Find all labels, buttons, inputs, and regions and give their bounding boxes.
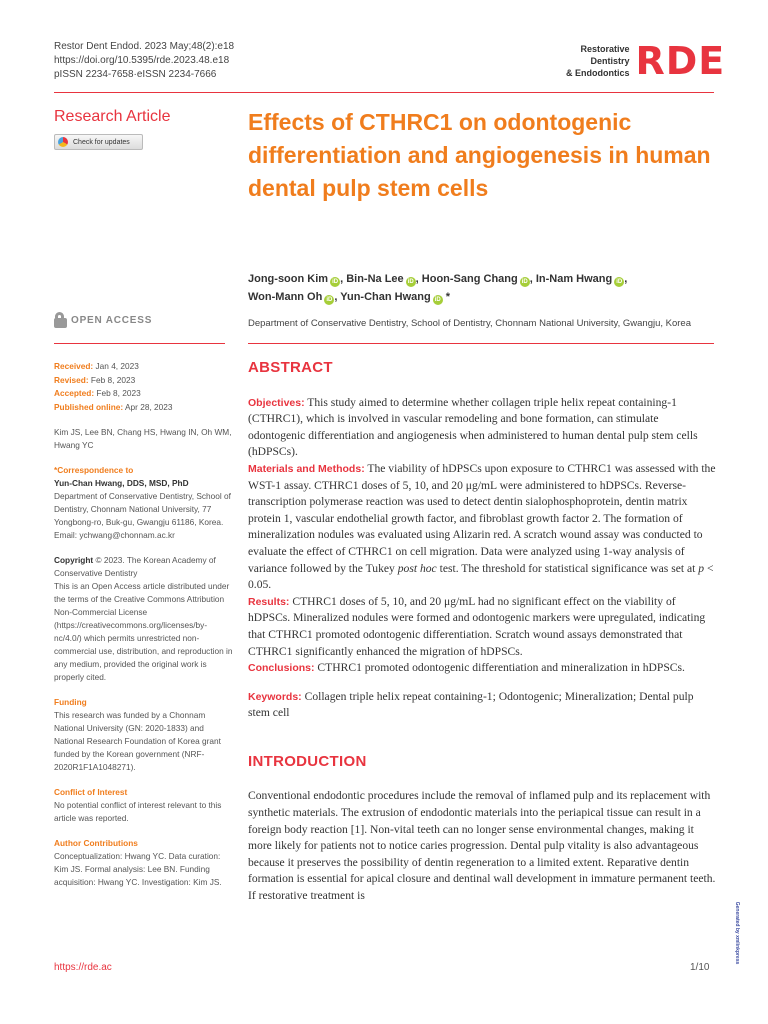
logo-line-1: Restorative (580, 44, 630, 54)
author-name[interactable]: Won-Mann Oh (248, 291, 323, 303)
journal-url-link[interactable]: https://rde.ac (54, 962, 112, 973)
xmlinkpress-badge (729, 885, 743, 985)
correspondence-address: Department of Conservative Dentistry, School of Dentistry, Chonnam National University, 77 Yongbong-ro, Buk-gu, Gwangju 61186, Korea. (54, 491, 231, 527)
introduction-heading: INTRODUCTION (248, 752, 367, 770)
logo-line-2: Dentistry (590, 56, 630, 66)
logo-line-3: & Endodontics (566, 68, 630, 78)
header-divider (54, 92, 714, 93)
author-name[interactable]: Jong-soon Kim (248, 273, 329, 285)
logo-mark: RDE (635, 39, 726, 83)
open-access-label: OPEN ACCESS (71, 314, 153, 326)
issn-line: pISSN 2234-7658·eISSN 2234-7666 (54, 69, 217, 80)
journal-logo (566, 39, 726, 83)
badge-text: Generated by xmlinkpress (734, 901, 740, 965)
author-separator: , (334, 291, 341, 303)
orcid-icon[interactable]: iD (434, 297, 441, 303)
copyright-text: © 2023. The Korean Academy of Conservative Dentistry (54, 555, 216, 578)
check-for-updates-label: Check for updates (73, 138, 130, 146)
funding-text: This research was funded by a Chonnam National University (GN: 2020-1833) and National Research Foundation of Korea grant funded by the Korean government (NRF-2020R1F1A1048271). (54, 710, 221, 772)
corresponding-author-mark: * (442, 291, 451, 303)
sidebar-divider (54, 343, 225, 344)
author-separator: , (340, 273, 347, 285)
abstract-methods: Materials and Methods: The viability of hDPSCs upon exposure to CTHRC1 was assessed with the WST-1 assay. CTHRC1 doses of 5, 10, and 20 μg/mL were administered to hDPSCs. Reverse-transcription polymerase reaction was used to detect dentin sialophosphoprotein, dentin matrix protein 1, vascular endothelial growth factor, and fibroblast growth factor 2. The formation of mineralization nodules was evaluated using Alizarin red. A scratch wound assay was conducted to evaluate the effect of CTHRC1 on cell migration. Data were analyzed using 1-way analysis of variance followed by the Tukey post hoc test. The threshold for statistical significance was set at p < 0.05. (248, 461, 716, 592)
orcid-icon[interactable]: iD (407, 279, 414, 285)
page-number: 1/10 (690, 962, 710, 973)
orcid-icon[interactable]: iD (616, 279, 623, 285)
main-divider (248, 343, 714, 344)
main-column (248, 360, 718, 905)
article-info-sidebar (54, 360, 234, 889)
conflict-text: No potential conflict of interest relevant to this article was reported. (54, 800, 222, 823)
orcid-icon[interactable]: iD (521, 279, 528, 285)
contributions-text: Conceptualization: Hwang YC. Data curation: Kim JS. Formal analysis: Lee BN. Funding acquisition: Hwang YC. Investigation: Kim JS. (54, 851, 222, 887)
abstract-objectives: Objectives: This study aimed to determine whether collagen triple helix repeat containing-1 (CTHRC1), which is involved in vascular remodeling and bone formation, can stimulate odontogenic differentiation and angiogenesis when administered to human dental pulp stem cells (hDPSCs). (248, 395, 698, 459)
abstract-heading: ABSTRACT (248, 359, 333, 376)
abstract-conclusions: Conclusions: CTHRC1 promoted odontogenic differentiation and mineralization in hDPSCs. (248, 661, 685, 675)
citation-authors: Kim JS, Lee BN, Chang HS, Hwang IN, Oh WM, Hwang YC (54, 427, 232, 450)
contributions-heading: Author Contributions (54, 838, 138, 848)
author-name[interactable]: Bin-Na Lee (346, 273, 404, 285)
introduction-text: Conventional endodontic procedures include the removal of inflamed pulp and its replacement with synthetic materials. The extrusion of endodontic materials into the periapical tissue can result in a foreign body reaction [1]. Non-vital teeth can no longer sense environmental changes, making it more likely for patients not to notice caries progression. Dental pulp vitality is also advantageous because it preserves the possibility of dentin regeneration to a limited extent. Reparative dentin formation is essential for apical closure and dentinal wall development in immature permanent teeth. If restorative treatment is (248, 789, 716, 903)
affiliation: Department of Conservative Dentistry, School of Dentistry, Chonnam National University, Gwangju, Korea (248, 318, 691, 329)
date-received: Received: Jan 4, 2023 (54, 361, 139, 371)
author-name[interactable]: In-Nam Hwang (535, 273, 613, 285)
funding (54, 696, 234, 774)
author-separator: , (624, 273, 628, 285)
orcid-icon[interactable]: iD (326, 297, 333, 303)
article-type: Research Article (54, 108, 171, 125)
article-title: Effects of CTHRC1 on odontogenic differentiation and angiogenesis in human dental pulp stem cells (248, 109, 711, 201)
license-text: This is an Open Access article distributed under the terms of the Creative Commons Attribution Non-Commercial License (https://creativecommons.org/licenses/by-nc/4.0/) which permits unrestricted non-commercial use, distribution, and reproduction in any medium, provided the original work is properly cited. (54, 581, 233, 682)
orcid-icon[interactable]: iD (332, 279, 339, 285)
citation-line: Restor Dent Endod. 2023 May;48(2):e18 (54, 41, 235, 52)
correspondence (54, 464, 234, 542)
doi-link[interactable]: https://doi.org/10.5395/rde.2023.48.e18 (54, 55, 230, 66)
funding-heading: Funding (54, 697, 87, 707)
keywords: Keywords: Collagen triple helix repeat containing-1; Odontogenic; Mineralization; Dental pulp stem cell (248, 689, 694, 720)
author-separator: , (529, 273, 536, 285)
copyright-label: Copyright (54, 555, 94, 565)
author-list (248, 270, 718, 306)
corresponding-author: Yun-Chan Hwang, DDS, MSD, PhD (54, 478, 189, 488)
author-name[interactable]: Yun-Chan Hwang (340, 291, 431, 303)
conflict-of-interest (54, 786, 234, 825)
correspondence-heading: *Correspondence to (54, 465, 134, 475)
publication-dates (54, 360, 234, 414)
open-access-badge (54, 312, 152, 328)
logo-text (566, 43, 630, 79)
author-name[interactable]: Hoon-Sang Chang (421, 273, 518, 285)
date-published: Published online: Apr 28, 2023 (54, 401, 173, 412)
correspondence-email[interactable]: Email: ychwang@chonnam.ac.kr (54, 530, 175, 540)
date-accepted: Accepted: Feb 8, 2023 (54, 388, 141, 398)
date-revised: Revised: Feb 8, 2023 (54, 374, 136, 385)
abstract-results: Results: CTHRC1 doses of 5, 10, and 20 μg/mL had no significant effect on the viability of hDPSCs. Mineralized nodules were formed and odontogenic markers were upregulated, indicating that CTHRC1 promoted odontogenic differentiation. Scratch wound assays demonstrated that CTHRC1 significantly enhanced the migration of hDPSCs. (248, 594, 706, 658)
open-lock-icon (54, 312, 67, 328)
crossmark-icon (58, 137, 68, 147)
check-for-updates-button[interactable] (54, 134, 143, 150)
journal-citation-block (54, 40, 234, 82)
copyright (54, 554, 234, 684)
author-contributions (54, 837, 234, 889)
author-separator: , (415, 273, 422, 285)
conflict-heading: Conflict of Interest (54, 787, 128, 797)
